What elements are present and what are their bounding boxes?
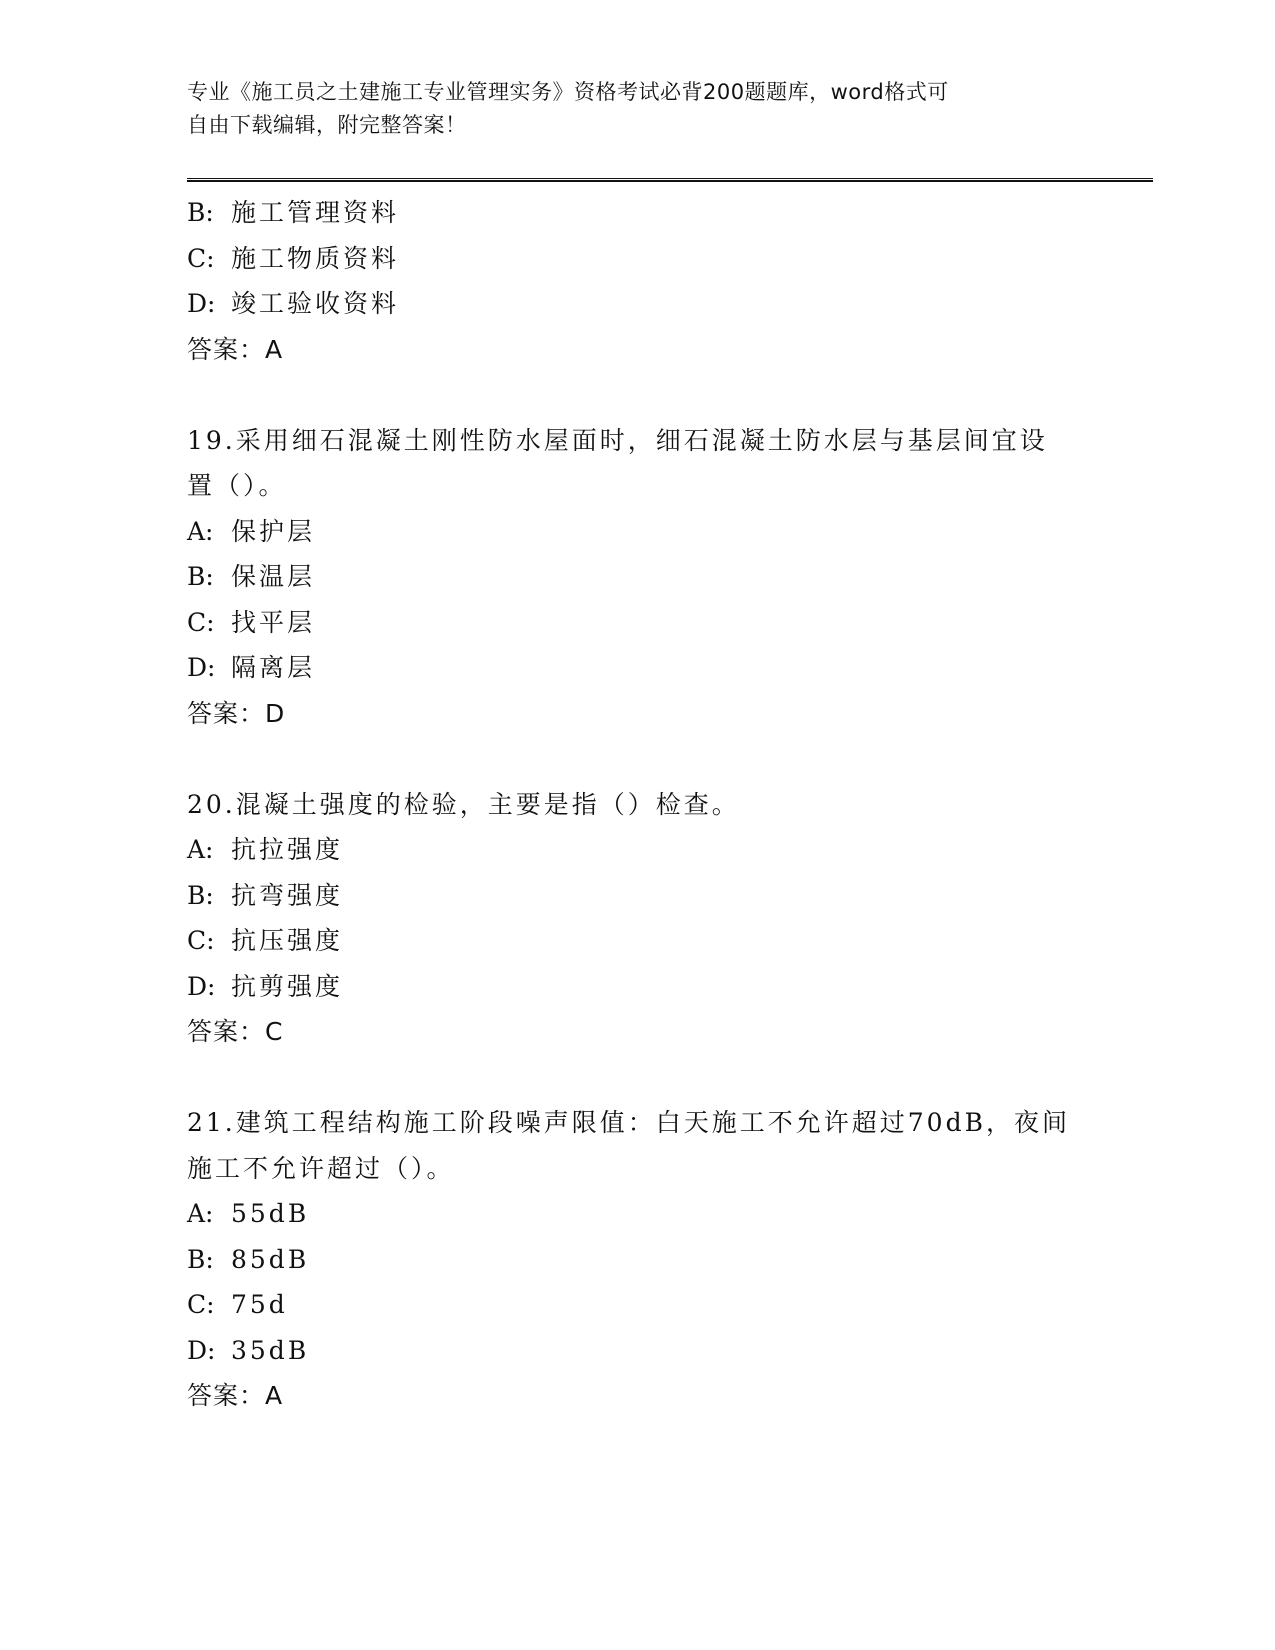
answer-line: 答案：D bbox=[187, 698, 286, 728]
header-divider bbox=[187, 178, 1153, 182]
option-d bbox=[187, 281, 1153, 327]
header-title-line-1: 专业《施工员之土建施工专业管理实务》资格考试必背200题题库，word格式可 bbox=[187, 80, 949, 104]
option-text: 85dB bbox=[231, 1244, 310, 1274]
option-text: 抗弯强度 bbox=[231, 880, 344, 910]
option-c bbox=[187, 600, 1153, 646]
option-label: C: bbox=[187, 243, 215, 273]
option-label: C: bbox=[187, 1290, 215, 1319]
option-label: C: bbox=[187, 926, 215, 955]
option-label: A: bbox=[187, 835, 214, 864]
document-page bbox=[187, 0, 1153, 1650]
option-c bbox=[187, 236, 1153, 282]
option-text: 抗压强度 bbox=[231, 926, 344, 955]
option-text: 35dB bbox=[231, 1335, 310, 1365]
option-text: 竣工验收资料 bbox=[231, 289, 400, 318]
option-text: 隔离层 bbox=[231, 653, 316, 682]
question-text-line-1: 21.建筑工程结构施工阶段噪声限值：白天施工不允许超过70dB，夜间 bbox=[187, 1108, 1070, 1137]
option-text: 保护层 bbox=[231, 516, 316, 546]
question-text-line-1: 20.混凝土强度的检验，主要是指（）检查。 bbox=[187, 789, 740, 819]
answer-line: 答案：C bbox=[187, 1017, 284, 1046]
option-label: D: bbox=[187, 653, 216, 682]
option-label: D: bbox=[187, 971, 216, 1001]
option-text: 施工管理资料 bbox=[231, 198, 400, 227]
spacer bbox=[187, 372, 1153, 418]
option-d bbox=[187, 964, 1153, 1010]
answer-line: 答案：A bbox=[187, 334, 284, 364]
question-text-line-2: 置（）。 bbox=[187, 471, 287, 500]
option-b bbox=[187, 873, 1153, 919]
option-label: D: bbox=[187, 1335, 216, 1365]
question-21 bbox=[187, 1100, 1153, 1419]
option-label: B: bbox=[187, 1244, 214, 1274]
option-text: 施工物质资料 bbox=[231, 243, 400, 273]
option-text: 找平层 bbox=[231, 607, 316, 637]
option-label: C: bbox=[187, 607, 215, 637]
option-text: 抗剪强度 bbox=[231, 971, 344, 1001]
option-d bbox=[187, 1328, 1153, 1374]
option-label: D: bbox=[187, 289, 216, 318]
option-text: 75d bbox=[231, 1290, 288, 1319]
option-label: A: bbox=[187, 516, 214, 546]
question-text-line-2: 施工不允许超过（）。 bbox=[187, 1153, 455, 1183]
answer-line: 答案：A bbox=[187, 1381, 284, 1410]
option-a bbox=[187, 1191, 1153, 1237]
document-body bbox=[187, 190, 1153, 1419]
option-c bbox=[187, 1282, 1153, 1328]
option-b bbox=[187, 554, 1153, 600]
option-text: 55dB bbox=[231, 1199, 310, 1228]
option-text: 抗拉强度 bbox=[231, 835, 344, 864]
option-text: 保温层 bbox=[231, 562, 316, 591]
question-18-continuation bbox=[187, 190, 1153, 372]
spacer bbox=[187, 1055, 1153, 1101]
option-a bbox=[187, 509, 1153, 555]
question-20 bbox=[187, 782, 1153, 1055]
option-label: B: bbox=[187, 880, 214, 910]
option-c bbox=[187, 918, 1153, 964]
question-text-line-1: 19.采用细石混凝土刚性防水屋面时，细石混凝土防水层与基层间宜设 bbox=[187, 425, 1048, 455]
option-a bbox=[187, 827, 1153, 873]
header-title-line-2: 自由下载编辑，附完整答案！ bbox=[187, 113, 467, 137]
option-label: A: bbox=[187, 1199, 214, 1228]
spacer bbox=[187, 736, 1153, 782]
option-label: B: bbox=[187, 198, 214, 227]
option-b bbox=[187, 1237, 1153, 1283]
document-header bbox=[187, 76, 1087, 142]
option-b bbox=[187, 190, 1153, 236]
question-19 bbox=[187, 418, 1153, 737]
option-label: B: bbox=[187, 562, 214, 591]
option-d bbox=[187, 645, 1153, 691]
